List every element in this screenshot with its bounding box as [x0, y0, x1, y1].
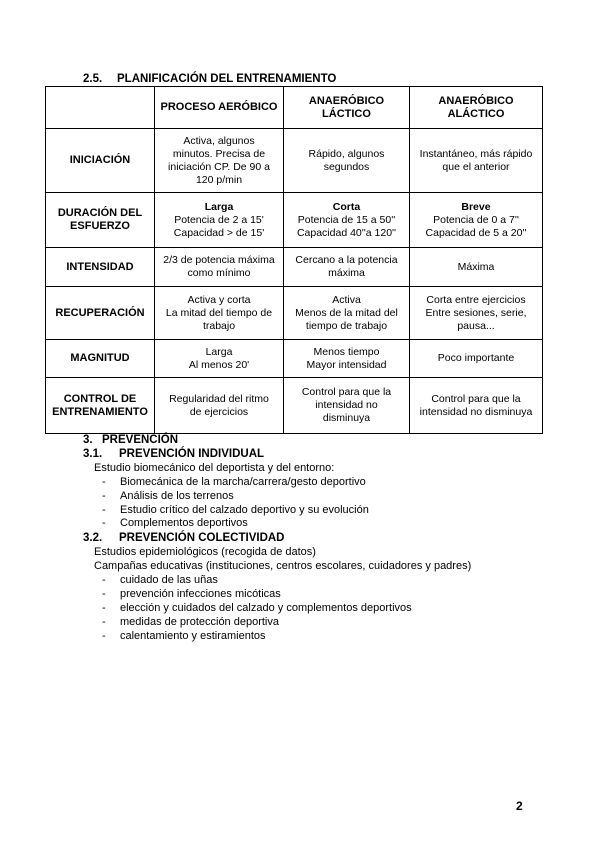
section-heading-3-1 [83, 448, 264, 460]
cell-lactico: Menos tiempo Mayor intensidad [284, 340, 410, 378]
section-number: 2.5. [83, 73, 103, 85]
cell-lactico: Control para que la intensidad no disminuya [284, 378, 410, 434]
section-number: 3.2. [83, 532, 103, 544]
training-planning-table [45, 86, 543, 434]
cell-alactico: Breve Potencia de 0 a 7'' Capacidad de 5 a 20'' [410, 193, 543, 248]
empty-corner-cell [46, 87, 155, 129]
section-title: PREVENCIÓN [102, 434, 179, 446]
section-title: PLANIFICACIÓN DEL ENTRENAMIENTO [117, 73, 337, 85]
cell-alactico: Máxima [410, 248, 543, 287]
table-row-intensidad [46, 248, 543, 287]
cell-aerobico: Larga Al menos 20' [155, 340, 284, 378]
table-row-recuperacion [46, 287, 543, 340]
cell-aerobico: Activa, algunos minutos. Precisa de iniciación CP. De 90 a 120 p/min [155, 129, 284, 193]
section-3-1-intro: Estudio biomecánico del deportista y del entorno: [94, 462, 335, 474]
cell-lactico: Corta Potencia de 15 a 50'' Capacidad 40''a 120'' [284, 193, 410, 248]
row-label: RECUPERACIÓN [46, 287, 155, 340]
row-label: DURACIÓN DEL ESFUERZO [46, 193, 155, 248]
row-label: INICIACIÓN [46, 129, 155, 193]
section-heading-3-2 [83, 532, 285, 544]
row-label: INTENSIDAD [46, 248, 155, 287]
cell-alactico: Poco importante [410, 340, 543, 378]
cell-alactico: Control para que la intensidad no disminuya [410, 378, 543, 434]
section-number: 3.1. [83, 448, 103, 460]
cell-aerobico: Regularidad del ritmo de ejercicios [155, 378, 284, 434]
section-title: PREVENCIÓN INDIVIDUAL [119, 448, 265, 460]
section-heading-2-5 [83, 73, 336, 85]
cell-alactico: Corta entre ejercicios Entre sesiones, serie, pausa... [410, 287, 543, 340]
page-number: 2 [516, 799, 523, 813]
section-3-2-intro-studies: Estudios epidemiológicos (recogida de datos) [94, 546, 316, 558]
table-row-iniciacion [46, 129, 543, 193]
row-label: MAGNITUD [46, 340, 155, 378]
table-header-row [46, 87, 543, 129]
cell-aerobico: Activa y corta La mitad del tiempo de trabajo [155, 287, 284, 340]
row-label: CONTROL DE ENTRENAMIENTO [46, 378, 155, 434]
header-lactico: ANAERÓBICO LÁCTICO [284, 87, 410, 129]
section-number: 3. [83, 434, 93, 446]
table-row-magnitud [46, 340, 543, 378]
cell-lactico: Rápido, algunos segundos [284, 129, 410, 193]
cell-aerobico: Larga Potencia de 2 a 15' Capacidad > de 15' [155, 193, 284, 248]
table-row-duracion [46, 193, 543, 248]
cell-aerobico: 2/3 de potencia máxima como mínimo [155, 248, 284, 287]
section-3-2-intro-campaigns: Campañas educativas (instituciones, centros escolares, cuidadores y padres) [94, 560, 472, 572]
table-row-control [46, 378, 543, 434]
section-title: PREVENCIÓN COLECTIVIDAD [119, 532, 285, 544]
cell-alactico: Instantáneo, más rápido que el anterior [410, 129, 543, 193]
header-alactico: ANAERÓBICO ALÁCTICO [410, 87, 543, 129]
header-aerobico: PROCESO AERÓBICO [155, 87, 284, 129]
cell-lactico: Cercano a la potencia máxima [284, 248, 410, 287]
cell-lactico: Activa Menos de la mitad del tiempo de trabajo [284, 287, 410, 340]
section-heading-3 [83, 434, 178, 446]
